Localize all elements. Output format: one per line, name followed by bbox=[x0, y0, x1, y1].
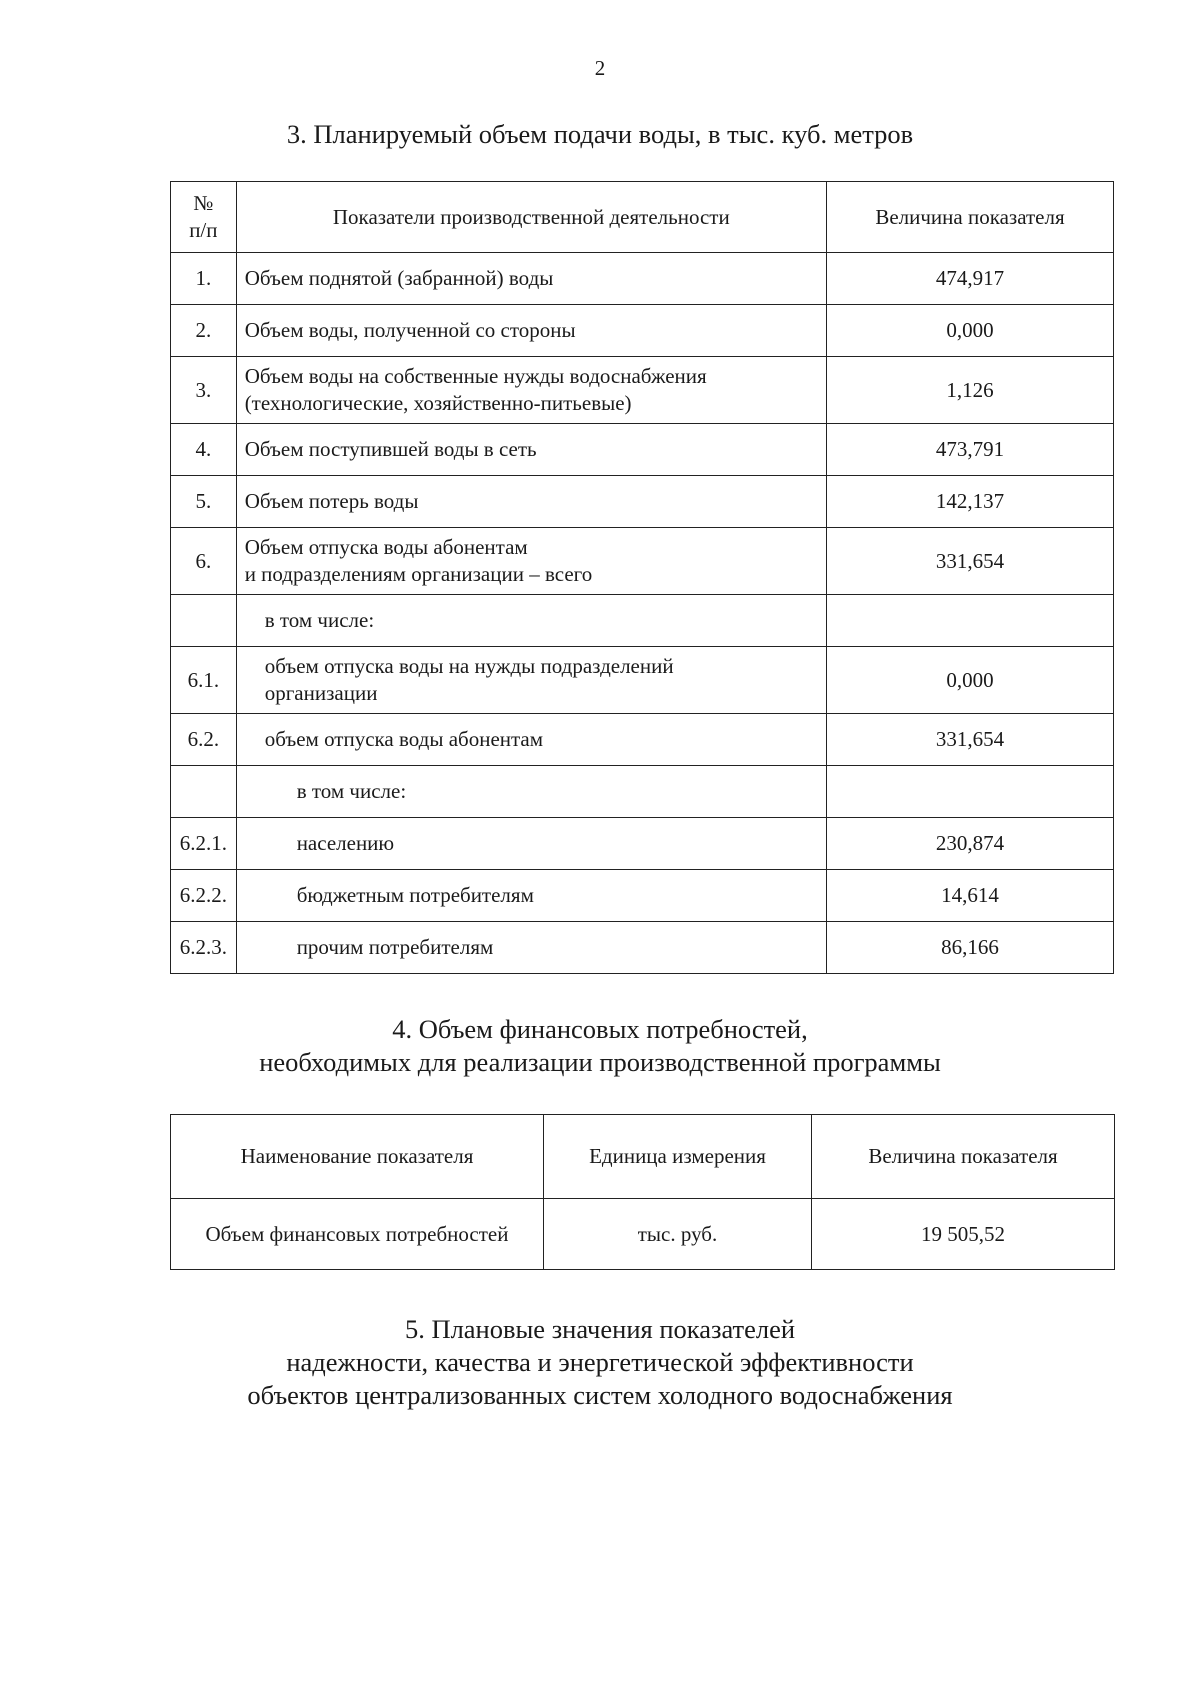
row-value: 0,000 bbox=[826, 305, 1113, 357]
row-number: 1. bbox=[171, 253, 237, 305]
row-indicator-line2: и подразделениям организации – всего bbox=[244, 562, 593, 586]
row-number: 5. bbox=[171, 476, 237, 528]
table-row bbox=[171, 766, 1114, 818]
table-row bbox=[171, 595, 1114, 647]
section-3-title bbox=[0, 118, 1200, 151]
row-value: 142,137 bbox=[826, 476, 1113, 528]
row-indicator: населению bbox=[236, 818, 826, 870]
section-3-title-text: 3. Планируемый объем подачи воды, в тыс. куб. метров bbox=[286, 119, 914, 149]
row-indicator: в том числе: bbox=[236, 766, 826, 818]
row-number bbox=[171, 595, 237, 647]
row-value: 19 505,52 bbox=[812, 1199, 1115, 1270]
table-row bbox=[171, 922, 1114, 974]
row-indicator: Объем потерь воды bbox=[236, 476, 826, 528]
row-number: 6. bbox=[171, 528, 237, 595]
header-indicator: Показатели производственной деятельности bbox=[236, 182, 826, 253]
table-row bbox=[171, 424, 1114, 476]
row-indicator: объем отпуска воды абонентам bbox=[236, 714, 826, 766]
row-number: 6.2.3. bbox=[171, 922, 237, 974]
header-number-line2: п/п bbox=[189, 218, 218, 242]
header-number bbox=[171, 182, 237, 253]
row-indicator: Объем поднятой (забранной) воды bbox=[236, 253, 826, 305]
row-name: Объем финансовых потребностей bbox=[171, 1199, 544, 1270]
header-number-line1: № bbox=[193, 191, 214, 215]
row-number: 6.1. bbox=[171, 647, 237, 714]
row-indicator-line1: Объем отпуска воды абонентам bbox=[244, 535, 528, 559]
table-row bbox=[171, 305, 1114, 357]
row-indicator bbox=[236, 357, 826, 424]
row-number: 6.2. bbox=[171, 714, 237, 766]
table-header-row bbox=[171, 182, 1114, 253]
row-indicator: в том числе: bbox=[236, 595, 826, 647]
row-value: 331,654 bbox=[826, 528, 1113, 595]
section-4-title bbox=[0, 1013, 1200, 1079]
row-value: 86,166 bbox=[826, 922, 1113, 974]
section-5-title-line1: 5. Плановые значения показателей bbox=[404, 1314, 796, 1344]
row-number: 4. bbox=[171, 424, 237, 476]
water-supply-table bbox=[170, 181, 1114, 974]
table-row bbox=[171, 253, 1114, 305]
row-value: 1,126 bbox=[826, 357, 1113, 424]
row-value: 14,614 bbox=[826, 870, 1113, 922]
table-row bbox=[171, 1199, 1115, 1270]
row-indicator-line2: (технологические, хозяйственно-питьевые) bbox=[244, 391, 632, 415]
row-indicator bbox=[236, 647, 826, 714]
row-value: 230,874 bbox=[826, 818, 1113, 870]
table-row bbox=[171, 870, 1114, 922]
row-indicator: Объем поступившей воды в сеть bbox=[236, 424, 826, 476]
header-unit: Единица измерения bbox=[544, 1115, 812, 1199]
header-value: Величина показателя bbox=[812, 1115, 1115, 1199]
row-number: 6.2.2. bbox=[171, 870, 237, 922]
table-row bbox=[171, 647, 1114, 714]
row-indicator-line1: объем отпуска воды на нужды подразделений bbox=[264, 654, 674, 678]
row-indicator bbox=[236, 528, 826, 595]
row-number: 2. bbox=[171, 305, 237, 357]
section-4-title-line2: необходимых для реализации производственной программы bbox=[259, 1047, 941, 1077]
row-indicator: Объем воды, полученной со стороны bbox=[236, 305, 826, 357]
row-value: 474,917 bbox=[826, 253, 1113, 305]
row-indicator-line1: Объем воды на собственные нужды водоснабжения bbox=[244, 364, 707, 388]
table-header-row bbox=[171, 1115, 1115, 1199]
table-row bbox=[171, 528, 1114, 595]
row-value: 0,000 bbox=[826, 647, 1113, 714]
header-value: Величина показателя bbox=[826, 182, 1113, 253]
table-row bbox=[171, 818, 1114, 870]
row-number bbox=[171, 766, 237, 818]
row-indicator: бюджетным потребителям bbox=[236, 870, 826, 922]
page-number: 2 bbox=[594, 56, 606, 80]
section-5-title-line3: объектов централизованных систем холодного водоснабжения bbox=[247, 1380, 953, 1410]
row-value bbox=[826, 766, 1113, 818]
table-row bbox=[171, 357, 1114, 424]
row-value: 473,791 bbox=[826, 424, 1113, 476]
row-indicator-line2: организации bbox=[264, 681, 378, 705]
row-number: 3. bbox=[171, 357, 237, 424]
header-name: Наименование показателя bbox=[171, 1115, 544, 1199]
section-5-title bbox=[0, 1313, 1200, 1412]
row-indicator: прочим потребителям bbox=[236, 922, 826, 974]
row-value bbox=[826, 595, 1113, 647]
table-row bbox=[171, 714, 1114, 766]
row-value: 331,654 bbox=[826, 714, 1113, 766]
section-4-title-line1: 4. Объем финансовых потребностей, bbox=[392, 1014, 808, 1044]
section-5-title-line2: надежности, качества и энергетической эффективности bbox=[286, 1347, 914, 1377]
row-number: 6.2.1. bbox=[171, 818, 237, 870]
financial-needs-table bbox=[170, 1114, 1115, 1270]
table-row bbox=[171, 476, 1114, 528]
row-unit: тыс. руб. bbox=[544, 1199, 812, 1270]
